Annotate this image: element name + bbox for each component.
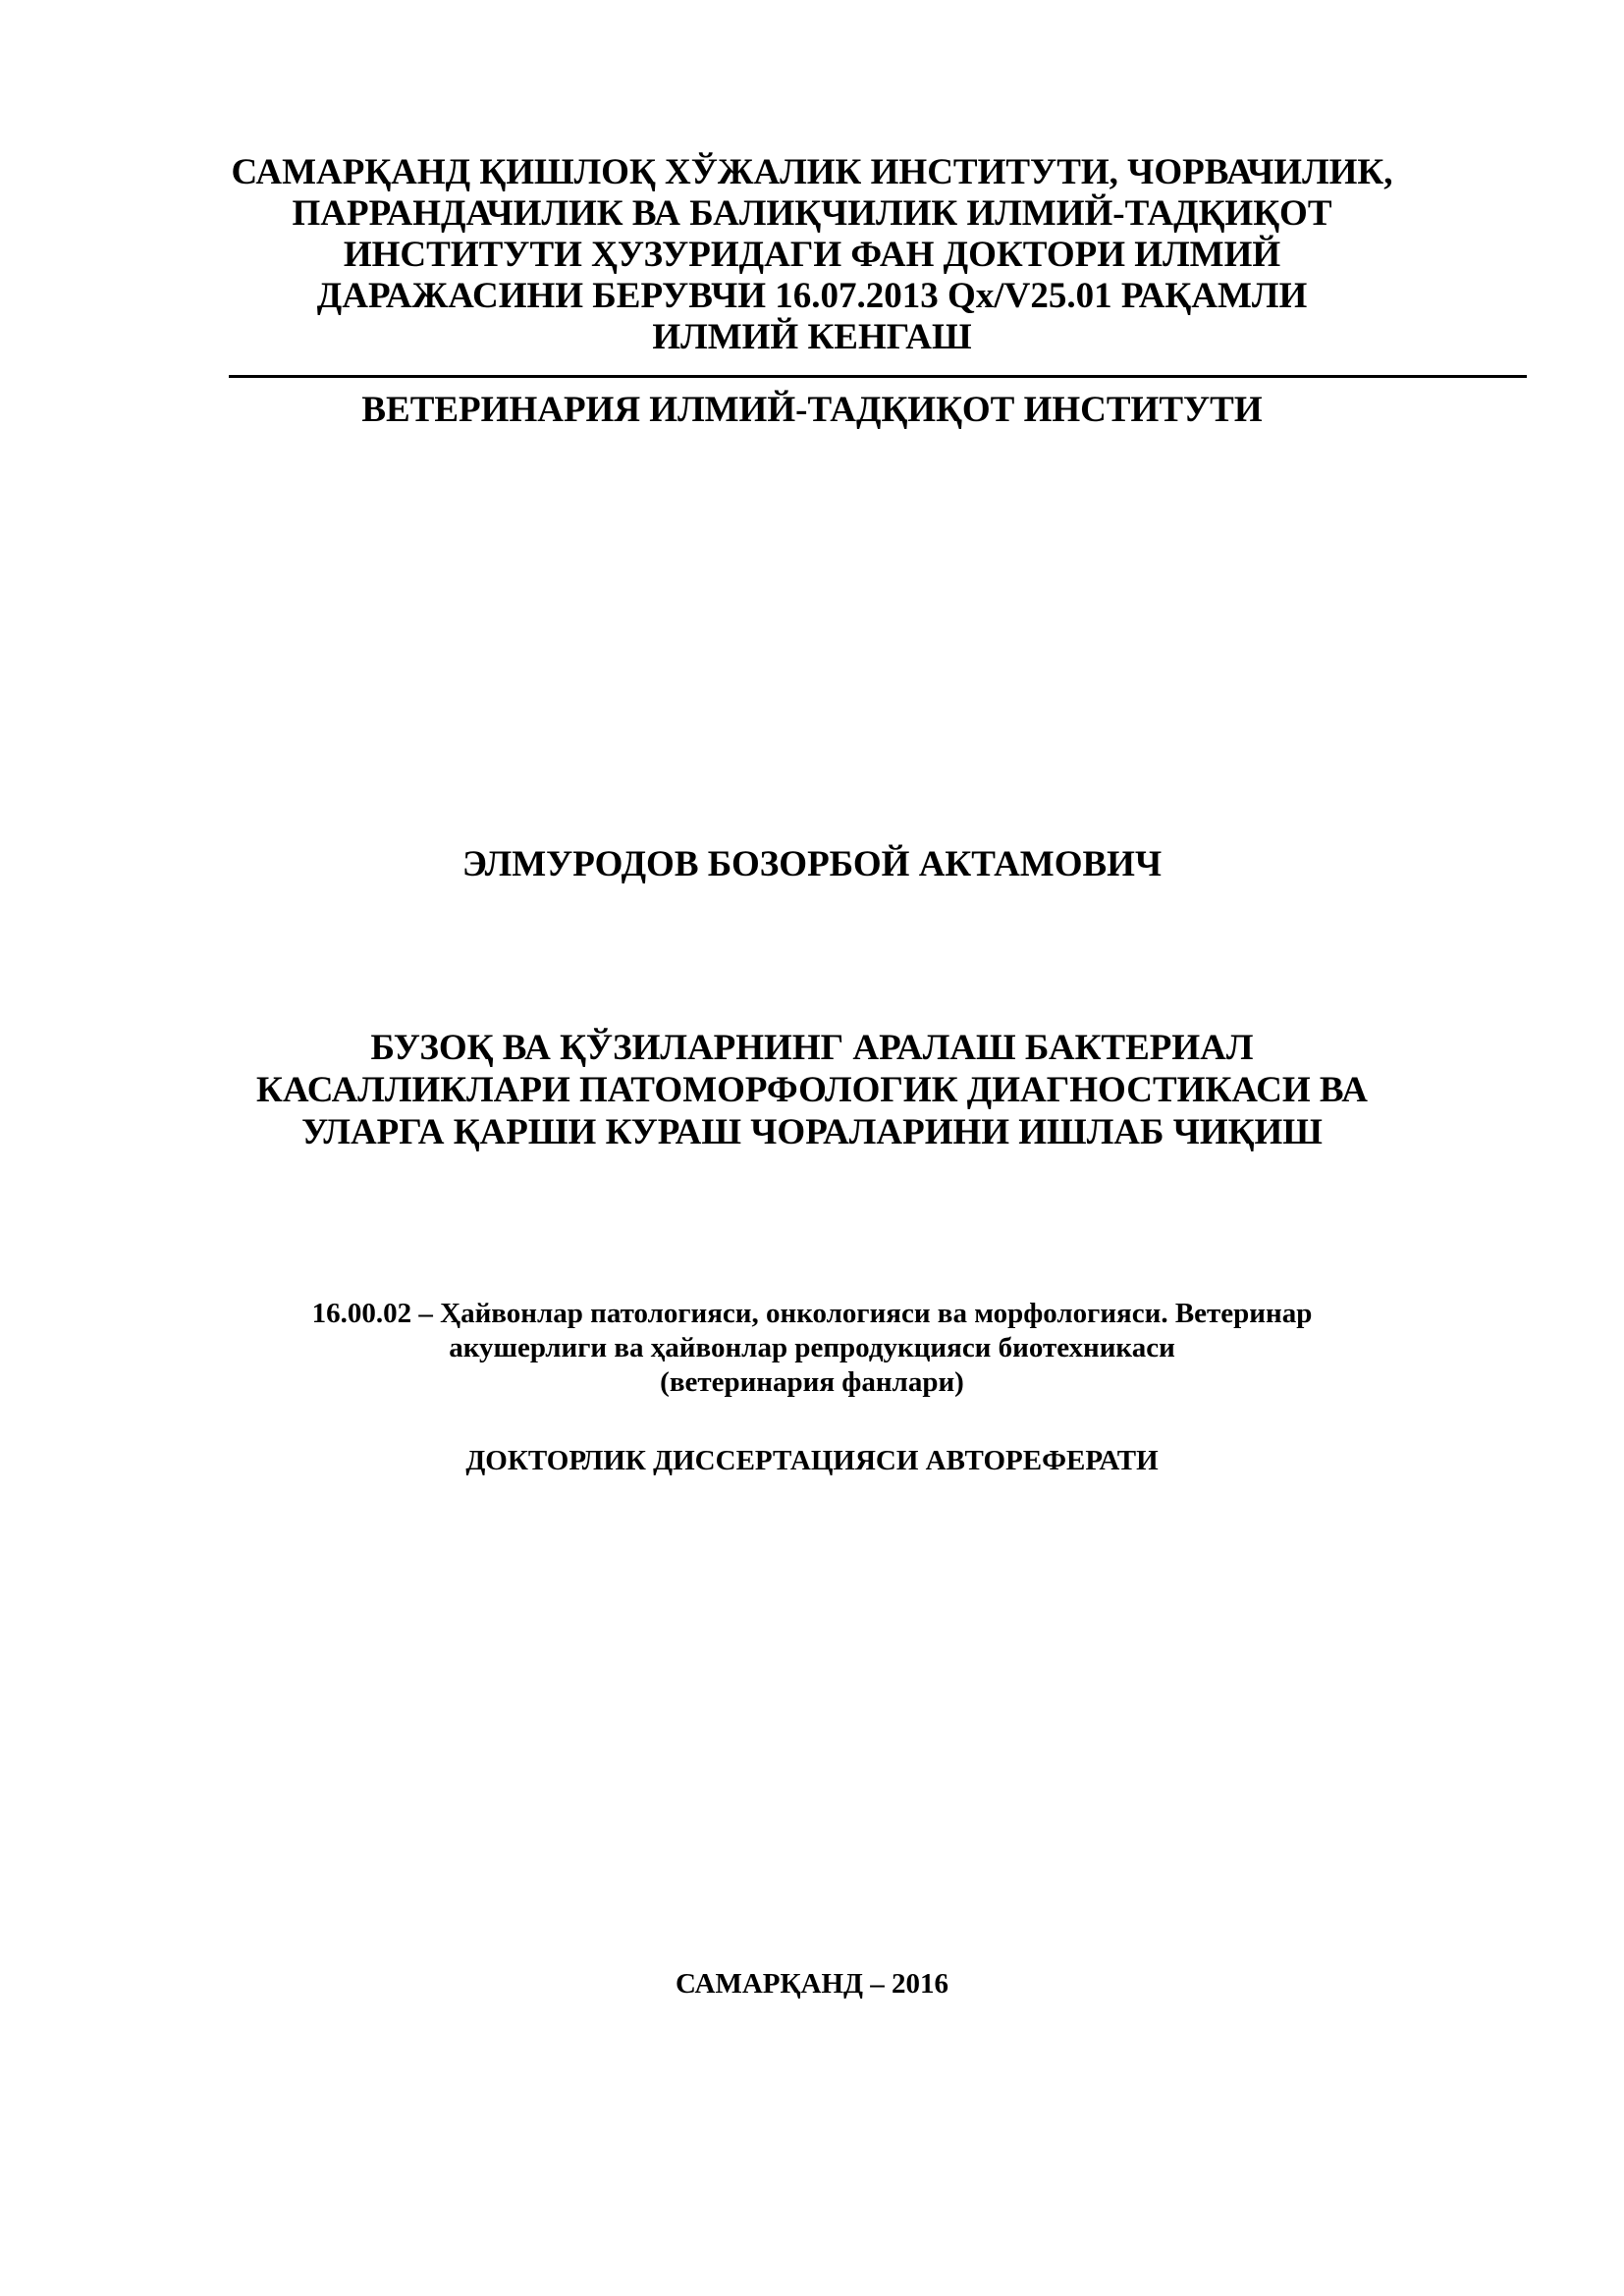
- specialty-line-3: (ветеринария фанлари): [660, 1366, 964, 1398]
- title-line-3: УЛАРГА ҚАРШИ КУРАШ ЧОРАЛАРИНИ ИШЛАБ ЧИҚИШ: [301, 1112, 1323, 1152]
- header-divider: [229, 375, 1527, 378]
- council-heading: [0, 152, 1624, 358]
- dissertation-title: [0, 1027, 1624, 1153]
- document-type: [0, 1444, 1624, 1478]
- footer-line: САМАРҚАНД – 2016: [676, 1968, 948, 2000]
- specialty-line-1: 16.00.02 – Ҳайвонлар патологияси, онкологияси ва морфологияси. Ветеринар: [311, 1298, 1313, 1329]
- document-type-line: ДОКТОРЛИК ДИССЕРТАЦИЯСИ АВТОРЕФЕРАТИ: [465, 1445, 1159, 1476]
- council-line-2: ПАРРАНДАЧИЛИК ВА БАЛИҚЧИЛИК ИЛМИЙ-ТАДҚИҚОТ: [292, 193, 1332, 234]
- institute-name: [0, 390, 1624, 431]
- institute-line: ВЕТЕРИНАРИЯ ИЛМИЙ-ТАДҚИҚОТ ИНСТИТУТИ: [361, 390, 1263, 430]
- council-line-3: ИНСТИТУТИ ҲУЗУРИДАГИ ФАН ДОКТОРИ ИЛМИЙ: [343, 235, 1281, 275]
- place-and-year: [0, 1967, 1624, 2002]
- specialty-code: [0, 1297, 1624, 1400]
- author-name: [0, 844, 1624, 885]
- council-line-5: ИЛМИЙ КЕНГАШ: [652, 317, 972, 357]
- council-line-4: ДАРАЖАСИНИ БЕРУВЧИ 16.07.2013 Qx/V25.01 РАҚАМЛИ: [316, 276, 1308, 316]
- title-line-1: БУЗОҚ ВА ҚЎЗИЛАРНИНГ АРАЛАШ БАКТЕРИАЛ: [370, 1028, 1254, 1068]
- council-line-1: САМАРҚАНД ҚИШЛОҚ ХЎЖАЛИК ИНСТИТУТИ, ЧОРВАЧИЛИК,: [231, 152, 1393, 192]
- author-line: ЭЛМУРОДОВ БОЗОРБОЙ АКТАМОВИЧ: [461, 844, 1163, 884]
- title-line-2: КАСАЛЛИКЛАРИ ПАТОМОРФОЛОГИК ДИАГНОСТИКАСИ ВА: [256, 1070, 1368, 1110]
- specialty-line-2: акушерлиги ва ҳайвонлар репродукцияси биотехникаси: [449, 1332, 1175, 1363]
